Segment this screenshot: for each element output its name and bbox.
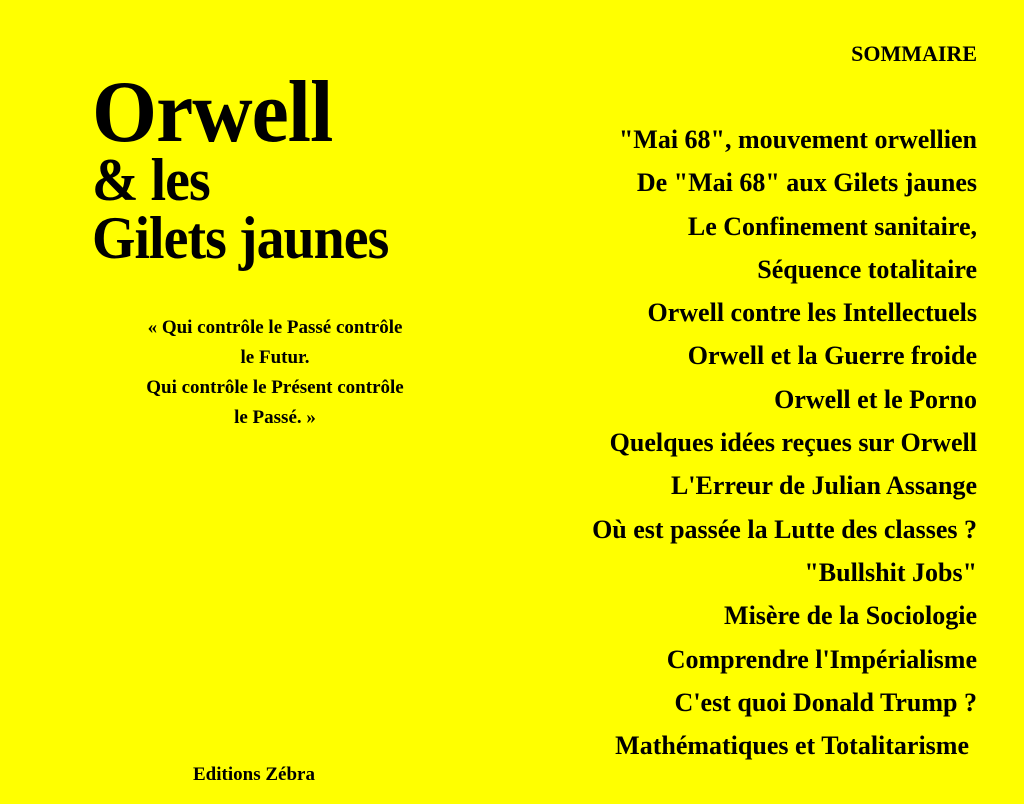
epigraph-quote	[100, 313, 450, 433]
summary-item: Orwell et la Guerre froide	[687, 341, 977, 371]
book-title-line-1: Orwell	[92, 64, 333, 161]
quote-line-3: Qui contrôle le Présent contrôle	[146, 377, 404, 398]
summary-item: Où est passée la Lutte des classes ?	[592, 514, 977, 544]
quote-line-4: le Passé. »	[234, 407, 316, 428]
summary-item: Séquence totalitaire	[757, 254, 977, 284]
summary-item: Misère de la Sociologie	[724, 601, 977, 631]
quote-line-2: le Futur.	[240, 347, 310, 368]
quote-line-1: « Qui contrôle le Passé contrôle	[147, 317, 403, 338]
summary-item: "Bullshit Jobs"	[804, 557, 977, 587]
book-title	[92, 64, 512, 271]
book-title-line-2: & les	[92, 147, 210, 213]
publisher-name: Editions Zébra	[193, 764, 315, 785]
summary-item: Mathématiques et Totalitarisme	[615, 731, 969, 761]
summary-item: Le Confinement sanitaire,	[687, 211, 977, 241]
summary-item: Quelques idées reçues sur Orwell	[609, 428, 977, 458]
summary-item: Orwell contre les Intellectuels	[647, 298, 977, 328]
summary-list	[457, 118, 977, 767]
summary-heading: SOMMAIRE	[851, 41, 977, 66]
summary-item: "Mai 68", mouvement orwellien	[618, 125, 977, 154]
summary-item: C'est quoi Donald Trump ?	[674, 687, 977, 717]
book-title-line-3: Gilets jaunes	[92, 205, 389, 271]
summary-item: De "Mai 68" aux Gilets jaunes	[636, 168, 977, 198]
summary-item: Comprendre l'Impérialisme	[666, 644, 977, 674]
summary-item: Orwell et le Porno	[774, 384, 977, 414]
summary-item: L'Erreur de Julian Assange	[670, 471, 977, 501]
